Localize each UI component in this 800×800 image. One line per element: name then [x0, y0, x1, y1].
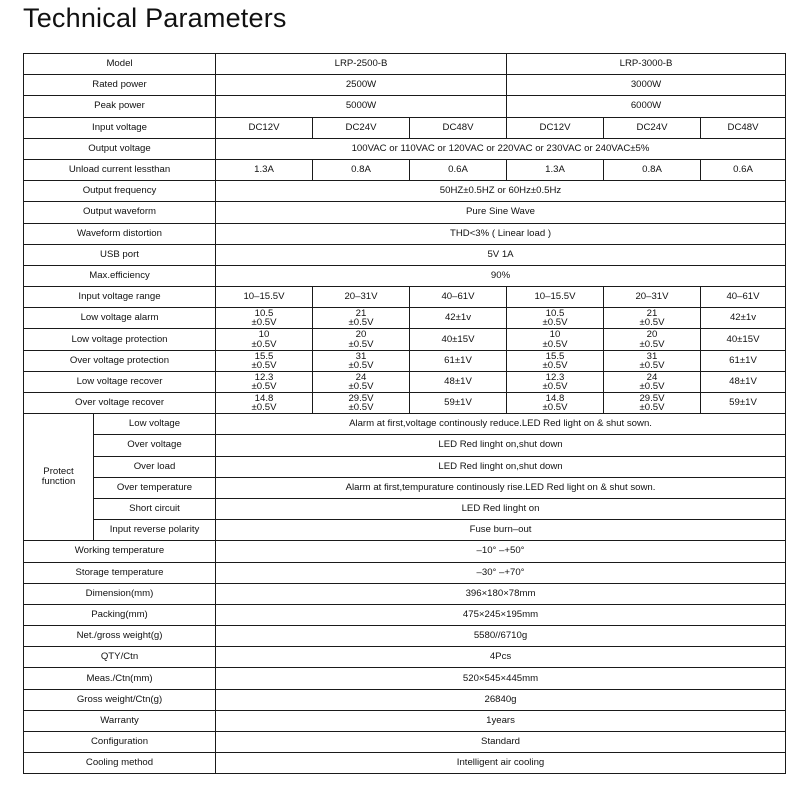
model-label: Model: [24, 54, 216, 75]
over-voltage-recover-label: Over voltage recover: [24, 393, 216, 414]
over-voltage-protection-value: 61±1V: [410, 350, 507, 371]
output-frequency-row: [24, 181, 786, 202]
waveform-distortion-value: THD<3% ( Linear load ): [216, 223, 786, 244]
over-voltage-recover-value-line: ±0.5V: [639, 402, 665, 414]
over-voltage-protection-value: [604, 350, 701, 371]
protect-function-row: [24, 414, 786, 435]
input-voltage-value: DC24V: [604, 117, 701, 138]
over-voltage-protection-value-line: 31: [355, 350, 367, 362]
max-efficiency-label: Max.efficiency: [24, 265, 216, 286]
protect-item-name: Input reverse polarity: [94, 520, 216, 541]
over-voltage-recover-value: [313, 393, 410, 414]
low-voltage-alarm-value: 42±1v: [410, 308, 507, 329]
over-voltage-recover-value-line: ±0.5V: [542, 402, 568, 414]
low-voltage-protection-value: 40±15V: [701, 329, 786, 350]
unload-current-value: 0.6A: [410, 159, 507, 180]
low-voltage-recover-value: [604, 371, 701, 392]
storage-temperature-row: [24, 562, 786, 583]
max-efficiency-value: 90%: [216, 265, 786, 286]
over-voltage-protection-value-line: 15.5: [254, 350, 274, 362]
low-voltage-alarm-value-line: 10.5: [545, 308, 565, 320]
low-voltage-protection-value: [604, 329, 701, 350]
waveform-distortion-label: Waveform distortion: [24, 223, 216, 244]
protect-item-value: LED Red linght on: [216, 498, 786, 519]
low-voltage-protection-row: [24, 329, 786, 350]
over-voltage-recover-value-line: 29.5V: [348, 392, 374, 404]
output-voltage-value: 100VAC or 110VAC or 120VAC or 220VAC or 230VAC or 240VAC±5%: [216, 138, 786, 159]
packing-row: [24, 604, 786, 625]
low-voltage-protection-value-line: ±0.5V: [348, 338, 374, 350]
low-voltage-protection-value-line: ±0.5V: [251, 338, 277, 350]
rated-power-value: 3000W: [507, 75, 786, 96]
input-voltage-label: Input voltage: [24, 117, 216, 138]
low-voltage-alarm-value-line: 21: [646, 308, 658, 320]
usb-port-label: USB port: [24, 244, 216, 265]
over-voltage-protection-row: [24, 350, 786, 371]
over-voltage-protection-value: [507, 350, 604, 371]
unload-current-value: 0.8A: [604, 159, 701, 180]
input-voltage-value: DC12V: [507, 117, 604, 138]
spec-table: [23, 53, 786, 774]
input-voltage-range-value: 10–15.5V: [507, 287, 604, 308]
protect-item-name: Over load: [94, 456, 216, 477]
over-voltage-recover-value: [604, 393, 701, 414]
protect-item-value: Alarm at first,voltage continously reduce.LED Red light on & shut sown.: [216, 414, 786, 435]
low-voltage-recover-value-line: ±0.5V: [542, 380, 568, 392]
unload-current-row: [24, 159, 786, 180]
input-voltage-range-value: 40–61V: [410, 287, 507, 308]
unload-current-value: 1.3A: [507, 159, 604, 180]
rated-power-row: [24, 75, 786, 96]
input-voltage-value: DC12V: [216, 117, 313, 138]
over-voltage-recover-value: 59±1V: [701, 393, 786, 414]
packing-label: Packing(mm): [24, 604, 216, 625]
low-voltage-protection-value-line: 20: [355, 329, 367, 341]
qty-ctn-value: 4Pcs: [216, 647, 786, 668]
protect-item-name: Short circuit: [94, 498, 216, 519]
over-voltage-recover-value-line: 29.5V: [639, 392, 665, 404]
protect-item-name: Over voltage: [94, 435, 216, 456]
low-voltage-protection-value: [507, 329, 604, 350]
low-voltage-protection-value-line: ±0.5V: [542, 338, 568, 350]
dimension-row: [24, 583, 786, 604]
low-voltage-recover-value-line: 24: [646, 371, 658, 383]
low-voltage-recover-value-line: ±0.5V: [251, 380, 277, 392]
working-temperature-row: [24, 541, 786, 562]
unload-current-value: 0.6A: [701, 159, 786, 180]
warranty-row: [24, 710, 786, 731]
low-voltage-alarm-value: [507, 308, 604, 329]
model-value: LRP-2500-B: [216, 54, 507, 75]
low-voltage-recover-value: [507, 371, 604, 392]
input-voltage-value: DC48V: [701, 117, 786, 138]
low-voltage-alarm-label: Low voltage alarm: [24, 308, 216, 329]
rated-power-label: Rated power: [24, 75, 216, 96]
over-voltage-protection-value: [313, 350, 410, 371]
net-gross-weight-row: [24, 626, 786, 647]
low-voltage-alarm-value: [216, 308, 313, 329]
low-voltage-protection-label: Low voltage protection: [24, 329, 216, 350]
over-voltage-protection-value-line: ±0.5V: [639, 359, 665, 371]
protect-item-value: Fuse burn–out: [216, 520, 786, 541]
input-voltage-range-value: 10–15.5V: [216, 287, 313, 308]
protect-function-row: [24, 477, 786, 498]
qty-ctn-row: [24, 647, 786, 668]
net-gross-weight-label: Net./gross weight(g): [24, 626, 216, 647]
over-voltage-recover-value-line: ±0.5V: [251, 402, 277, 414]
over-voltage-recover-value: 59±1V: [410, 393, 507, 414]
over-voltage-protection-value-line: ±0.5V: [542, 359, 568, 371]
low-voltage-recover-value-line: 24: [355, 371, 367, 383]
low-voltage-alarm-value-line: ±0.5V: [251, 317, 277, 329]
low-voltage-recover-value: [216, 371, 313, 392]
dimension-label: Dimension(mm): [24, 583, 216, 604]
usb-port-row: [24, 244, 786, 265]
protect-function-row: [24, 435, 786, 456]
meas-ctn-row: [24, 668, 786, 689]
cooling-method-row: [24, 753, 786, 774]
output-voltage-row: [24, 138, 786, 159]
low-voltage-protection-value: 40±15V: [410, 329, 507, 350]
protect-function-row: [24, 498, 786, 519]
low-voltage-protection-value-line: ±0.5V: [639, 338, 665, 350]
low-voltage-alarm-value-line: 10.5: [254, 308, 274, 320]
model-value: LRP-3000-B: [507, 54, 786, 75]
low-voltage-recover-value-line: 12.3: [254, 371, 274, 383]
cooling-method-label: Cooling method: [24, 753, 216, 774]
meas-ctn-value: 520×545×445mm: [216, 668, 786, 689]
storage-temperature-value: –30° –+70°: [216, 562, 786, 583]
peak-power-row: [24, 96, 786, 117]
over-voltage-protection-value-line: ±0.5V: [251, 359, 277, 371]
over-voltage-protection-label: Over voltage protection: [24, 350, 216, 371]
protect-item-value: LED Red linght on,shut down: [216, 456, 786, 477]
peak-power-label: Peak power: [24, 96, 216, 117]
output-waveform-row: [24, 202, 786, 223]
over-voltage-protection-value-line: 15.5: [545, 350, 565, 362]
unload-current-value: 1.3A: [216, 159, 313, 180]
low-voltage-protection-value: [313, 329, 410, 350]
configuration-label: Configuration: [24, 732, 216, 753]
over-voltage-recover-value-line: 14.8: [545, 392, 565, 404]
gross-weight-ctn-value: 26840g: [216, 689, 786, 710]
rated-power-value: 2500W: [216, 75, 507, 96]
working-temperature-label: Working temperature: [24, 541, 216, 562]
input-voltage-range-value: 20–31V: [604, 287, 701, 308]
model-row: [24, 54, 786, 75]
dimension-value: 396×180×78mm: [216, 583, 786, 604]
gross-weight-ctn-label: Gross weight/Ctn(g): [24, 689, 216, 710]
protect-item-name: Over temperature: [94, 477, 216, 498]
over-voltage-protection-value: [216, 350, 313, 371]
unload-current-value: 0.8A: [313, 159, 410, 180]
low-voltage-recover-value: 48±1V: [701, 371, 786, 392]
low-voltage-alarm-value: 42±1v: [701, 308, 786, 329]
low-voltage-protection-value-line: 20: [646, 329, 658, 341]
working-temperature-value: –10° –+50°: [216, 541, 786, 562]
protect-function-label-line: function: [41, 476, 76, 488]
gross-weight-ctn-row: [24, 689, 786, 710]
over-voltage-recover-value-line: ±0.5V: [348, 402, 374, 414]
low-voltage-alarm-value: [604, 308, 701, 329]
net-gross-weight-value: 5580//6710g: [216, 626, 786, 647]
meas-ctn-label: Meas./Ctn(mm): [24, 668, 216, 689]
peak-power-value: 5000W: [216, 96, 507, 117]
protect-function-row: [24, 456, 786, 477]
configuration-row: [24, 732, 786, 753]
low-voltage-alarm-value-line: ±0.5V: [348, 317, 374, 329]
warranty-label: Warranty: [24, 710, 216, 731]
low-voltage-protection-value-line: 10: [549, 329, 561, 341]
low-voltage-recover-value-line: ±0.5V: [348, 380, 374, 392]
protect-item-value: Alarm at first,tempurature continously rise.LED Red light on & shut sown.: [216, 477, 786, 498]
low-voltage-alarm-value-line: ±0.5V: [639, 317, 665, 329]
low-voltage-alarm-value-line: ±0.5V: [542, 317, 568, 329]
output-frequency-value: 50HZ±0.5HZ or 60Hz±0.5Hz: [216, 181, 786, 202]
output-waveform-label: Output waveform: [24, 202, 216, 223]
protect-function-label: [24, 414, 94, 541]
configuration-value: Standard: [216, 732, 786, 753]
input-voltage-range-row: [24, 287, 786, 308]
storage-temperature-label: Storage temperature: [24, 562, 216, 583]
over-voltage-protection-value: 61±1V: [701, 350, 786, 371]
low-voltage-recover-value-line: ±0.5V: [639, 380, 665, 392]
protect-function-label-line: Protect: [43, 466, 74, 478]
waveform-distortion-row: [24, 223, 786, 244]
input-voltage-value: DC24V: [313, 117, 410, 138]
input-voltage-range-label: Input voltage range: [24, 287, 216, 308]
over-voltage-recover-value: [216, 393, 313, 414]
low-voltage-protection-value: [216, 329, 313, 350]
low-voltage-recover-row: [24, 371, 786, 392]
output-voltage-label: Output voltage: [24, 138, 216, 159]
unload-current-label: Unload current lessthan: [24, 159, 216, 180]
over-voltage-recover-value-line: 14.8: [254, 392, 274, 404]
protect-function-row: [24, 520, 786, 541]
low-voltage-alarm-row: [24, 308, 786, 329]
low-voltage-alarm-value: [313, 308, 410, 329]
low-voltage-protection-value-line: 10: [258, 329, 270, 341]
warranty-value: 1years: [216, 710, 786, 731]
output-frequency-label: Output frequency: [24, 181, 216, 202]
over-voltage-recover-row: [24, 393, 786, 414]
protect-item-name: Low voltage: [94, 414, 216, 435]
input-voltage-value: DC48V: [410, 117, 507, 138]
protect-item-value: LED Red linght on,shut down: [216, 435, 786, 456]
usb-port-value: 5V 1A: [216, 244, 786, 265]
max-efficiency-row: [24, 265, 786, 286]
low-voltage-recover-label: Low voltage recover: [24, 371, 216, 392]
low-voltage-recover-value: 48±1V: [410, 371, 507, 392]
input-voltage-range-value: 40–61V: [701, 287, 786, 308]
over-voltage-recover-value: [507, 393, 604, 414]
page-title: Technical Parameters: [23, 3, 287, 33]
peak-power-value: 6000W: [507, 96, 786, 117]
cooling-method-value: Intelligent air cooling: [216, 753, 786, 774]
input-voltage-row: [24, 117, 786, 138]
input-voltage-range-value: 20–31V: [313, 287, 410, 308]
packing-value: 475×245×195mm: [216, 604, 786, 625]
low-voltage-alarm-value-line: 21: [355, 308, 367, 320]
over-voltage-protection-value-line: ±0.5V: [348, 359, 374, 371]
over-voltage-protection-value-line: 31: [646, 350, 658, 362]
output-waveform-value: Pure Sine Wave: [216, 202, 786, 223]
qty-ctn-label: QTY/Ctn: [24, 647, 216, 668]
low-voltage-recover-value: [313, 371, 410, 392]
low-voltage-recover-value-line: 12.3: [545, 371, 565, 383]
